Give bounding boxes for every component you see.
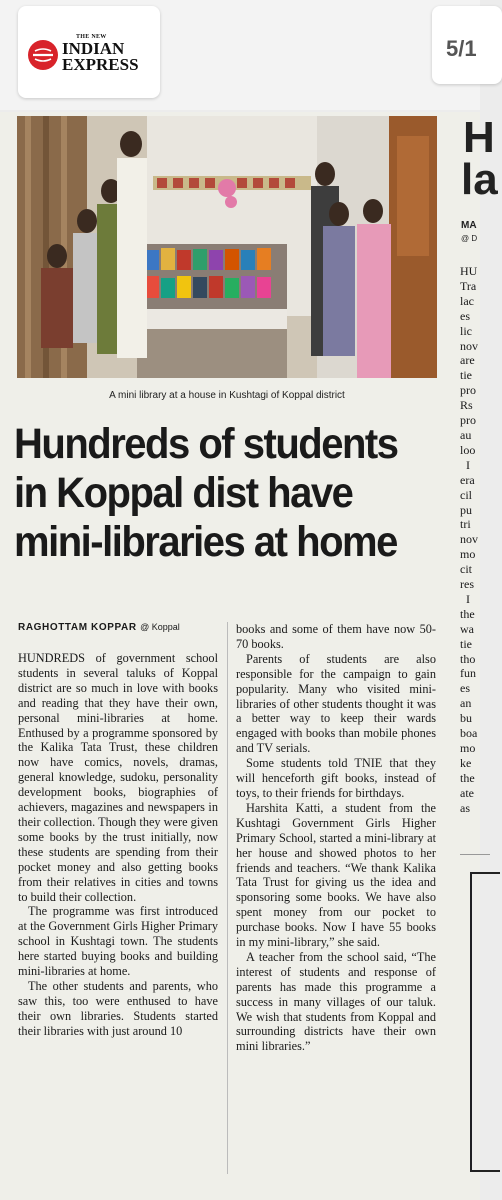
viewer-top-bar	[0, 0, 480, 110]
adjacent-article-fragment	[443, 112, 498, 1200]
page-indicator[interactable]	[432, 6, 502, 84]
article-byline	[18, 622, 180, 633]
page-number: 5/1	[446, 36, 477, 61]
adjacent-headline-fragment: H	[463, 113, 495, 162]
headline-line: mini-libraries at home	[14, 518, 397, 566]
article-paragraph: books and some of them have now 50-70 books.	[236, 622, 436, 651]
article-paragraph: Harshita Katti, a student from the Kushtagi Government Girls Higher Primary School, started a mini-library at her house and showed photos to her friends and teachers. “We thank Kalika Tata Trust for giving us the idea and sponsoring some books. We have also spent money from our pocket to purchase books. Now I have 55 books in my mini-library,” she said.	[236, 800, 436, 950]
photo-caption: A mini library at a house in Kushtagi of Koppal district	[109, 390, 345, 401]
headline-line: Hundreds of students	[14, 420, 398, 468]
adjacent-byline-sub: @ D	[461, 234, 478, 243]
article-column-1	[18, 651, 218, 1039]
headline-line: in Koppal dist have	[14, 469, 353, 517]
article-column-2	[236, 622, 436, 1054]
article-headline	[14, 420, 414, 567]
article-paragraph: The programme was first introduced at the Government Girls Higher Primary school in Kushtagi town. The students here started buying books and building mini-libraries at home.	[18, 904, 218, 979]
publication-logo[interactable]	[18, 6, 160, 98]
logo-wordmark-line2: EXPRESS	[62, 55, 139, 74]
adjacent-box-frame	[470, 872, 500, 1172]
column-divider	[227, 622, 228, 1174]
adjacent-body-fragment: HU Tra lac es lic nov are tie pro Rs pro au loo I era cil pu tri nov mo cit res I the wa tie tho fun es an bu boa mo ke the ate as	[460, 264, 478, 815]
article-paragraph: A teacher from the school said, “The interest of students and response of parents has made this programme a success in many villages of our taluk. We wish that students from Koppal and surrounding districts have their own mini libraries.”	[236, 949, 436, 1054]
article-photo[interactable]	[17, 116, 437, 378]
byline-location: @ Koppal	[140, 622, 180, 632]
adjacent-byline-fragment: MA	[461, 220, 477, 231]
article-paragraph: Some students told TNIE that they will henceforth gift books, instead of toys, to their friends for birthdays.	[236, 756, 436, 800]
article-paragraph: HUNDREDS of government school students in several taluks of Koppal district are so much in love with books and reading that they have their own, personal mini-libraries at home. Enthused by a programme sponsored by the Kalika Tata Trust, these children now have comics, novels, dramas, general knowledge, sudoku, personality development books, biographies of achievers, magazines and newspapers in their collection. Though they were given some books by the trust initially, now these students are spending from their pocket money and also getting books from their relatives in cities and towns to build their collection.	[18, 651, 218, 904]
adjacent-headline-fragment: la	[461, 155, 498, 204]
logo-prefix: THE NEW	[76, 34, 107, 40]
express-emblem-icon	[28, 40, 58, 70]
article-paragraph: Parents of students are also responsible for the campaign to gain popularity. Many who visited mini-libraries of other students thought it was a better way to keep their wards engaged with books than mobile phones and TV serials.	[236, 651, 436, 756]
byline-author: RAGHOTTAM KOPPAR	[18, 622, 137, 633]
article-paragraph: The other students and parents, who saw this, too were enthused to have their own libraries. Students started their libraries with just around 10	[18, 978, 218, 1038]
logo-wordmark-line1: INDIAN	[62, 39, 125, 58]
adjacent-rule	[460, 854, 490, 855]
